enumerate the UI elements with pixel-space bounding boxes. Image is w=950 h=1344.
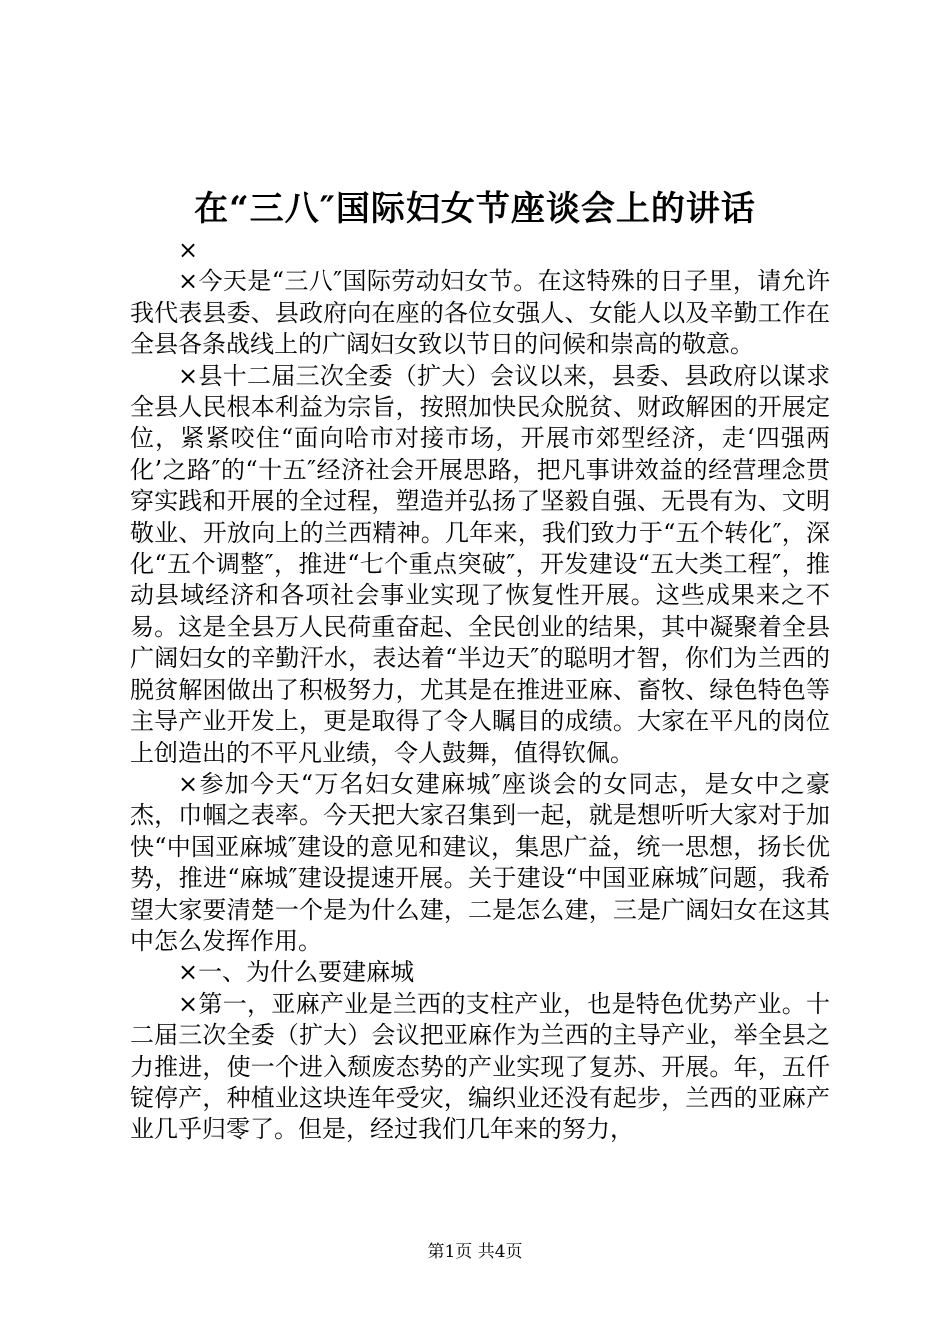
section-heading: ×一、为什么要建麻城: [178, 958, 415, 987]
paragraph: ×参加今天“万名妇女建麻城″座谈会的女同志，是女中之豪杰，巾帼之表率。今天把大家召集到一起，就是想听听大家对于加快“中国亚麻城″建设的意见和建议，集思广益，统一思想，扬长优势，推进“麻城″建设提速开展。关于建设“中国亚麻城″问题，我希望大家要清楚一个是为什么建，二是怎么建，三是广阔妇女在这其中怎么发挥作用。: [130, 769, 830, 955]
paragraph-marker: ×: [178, 236, 199, 264]
paragraph: ×今天是“三八″国际劳动妇女节。在这特殊的日子里，请允许我代表县委、县政府向在座的各位女强人、女能人以及辛勤工作在全县各条战线上的广阔妇女致以节日的问候和崇高的敬意。: [130, 267, 830, 359]
page-footer: 第1页 共4页: [427, 1242, 523, 1262]
paragraph: ×第一，亚麻产业是兰西的支柱产业，也是特色优势产业。十二届三次全委（扩大）会议把亚麻作为兰西的主导产业，举全县之力推进，使一个进入颓废态势的产业实现了复苏、开展。年，五仟锭停产，种植业这块连年受灾，编织业还没有起步，兰西的亚麻产业几乎归零了。但是，经过我们几年来的努力，: [130, 989, 830, 1144]
document-body: [130, 235, 830, 1146]
paragraph: ×县十二届三次全委（扩大）会议以来，县委、县政府以谋求全县人民根本利益为宗旨，按照加快民众脱贫、财政解困的开展定位，紧紧咬住“面向哈市对接市场，开展市郊型经济，走‘四强两化’之路″的“十五″经济社会开展思路，把凡事讲效益的经营理念贯穿实践和开展的全过程，塑造并弘扬了坚毅自强、无畏有为、文明敬业、开放向上的兰西精神。几年来，我们致力于“五个转化″，深化“五个调整″，推进“七个重点突破″，开发建设“五大类工程″，推动县域经济和各项社会事业实现了恢复性开展。这些成果来之不易。这是全县万人民荷重奋起、全民创业的结果，其中凝聚着全县广阔妇女的辛勤汗水，表达着“半边天″的聪明才智，你们为兰西的脱贫解困做出了积极努力，尤其是在推进亚麻、畜牧、绿色特色等主导产业开发上，更是取得了令人瞩目的成绩。大家在平凡的岗位上创造出的不平凡业绩，令人鼓舞，值得钦佩。: [130, 361, 830, 767]
document-title: 在“三八″国际妇女节座谈会上的讲话: [194, 189, 756, 229]
